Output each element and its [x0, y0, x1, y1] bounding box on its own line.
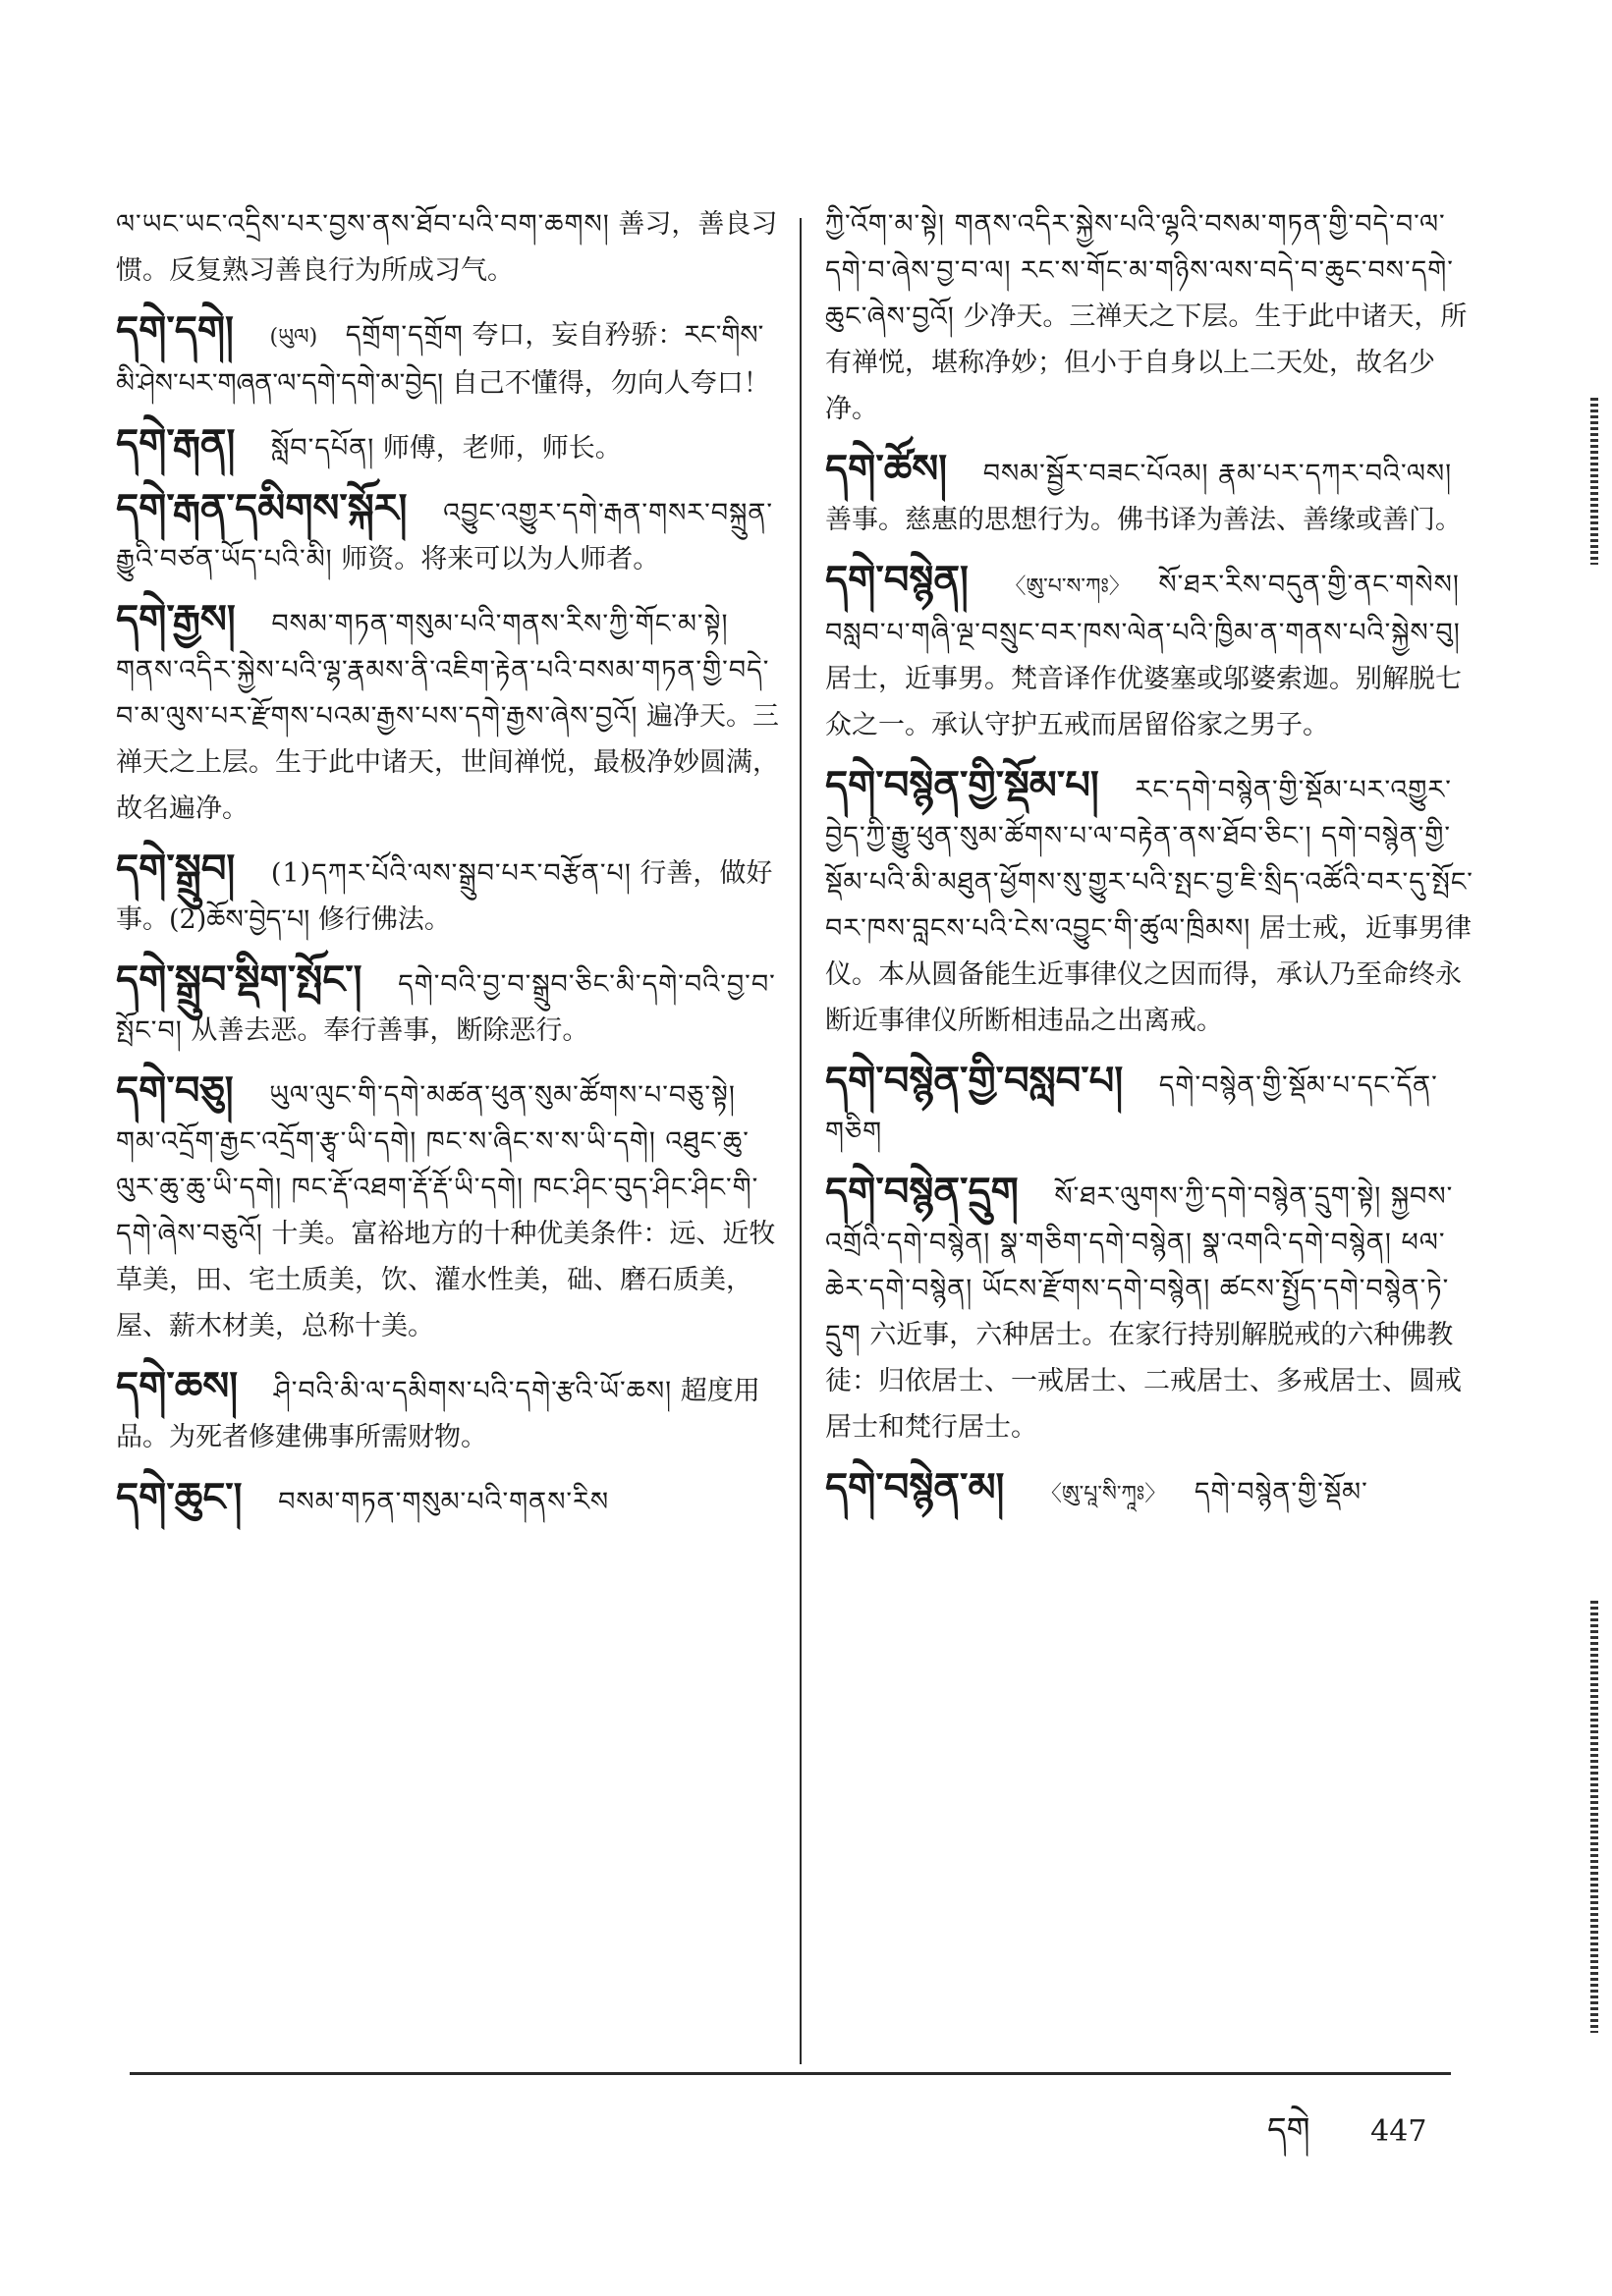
headword: དགེ་བསྙེན་དྲུག [825, 1169, 1019, 1215]
right-column [825, 201, 1473, 1531]
chinese-definition: 居士戒，近事男律仪。本从圆备能生近事律仪之因而得，承认乃至命终永断近事律仪所断相违品之出离戒。 [825, 913, 1472, 1036]
bottom-rule [130, 2072, 1451, 2075]
entry-subtitle: 〈ཨུ་པཱ་སི་ཀཱཿ〉 [1040, 1482, 1167, 1506]
left-column [116, 201, 784, 1539]
headword: དགེ་བསྙེན་གྱི་སྡོམ་པ། [825, 762, 1099, 808]
tibetan-definition: རང་དགེ་བསྙེན་གྱི་སྡོམ་པར་འགྱུར་བྱེད་ཀྱི་རྒྱུ་ཕུན་སུམ་ཚོགས་པ་ལ་བརྟེན་ནས་ཐོབ་ཅིང་། དགེ་བསྙེན་གྱི་སྡོམ་པའི་མི་མཐུན་ཕྱོགས་སུ་གྱུར་པའི་སྤང་བྱ་ཇི་སྲིད་འཚོའི་བར་དུ་སྤོང་བར་ཁས་བླངས་པའི་ངེས་འབྱུང་གི་ཚུལ་ཁྲིམས། [825, 775, 1473, 944]
tibetan-definition: ཀྱི་འོག་མ་སྟེ། གནས་འདིར་སྐྱེས་པའི་ལྷའི་བསམ་གཏན་གྱི་བདེ་བ་ལ་དགེ་བ་ཞེས་བྱ་བ་ལ། རང་ས་གོང་མ་གཉིས་ལས་བདེ་བ་ཆུང་བས་དགེ་ཆུང་ཞེས་བྱའོ། [825, 209, 1454, 332]
headword: དགེ་རྒྱས། [116, 596, 236, 642]
dictionary-entry [116, 1363, 784, 1460]
tibetan-definition: བསམ་གཏན་གསུམ་པའི་གནས་རིས [278, 1487, 610, 1517]
chinese-definition: 善事。慈惠的思想行为。佛书译为善法、善缘或善门。 [825, 505, 1462, 535]
page-footer [1267, 2092, 1426, 2186]
headword: དགེ་སྒྲུབ། [116, 846, 236, 892]
tibetan-definition: སོ་ཐར་རིས་བདུན་གྱི་ནང་གསེས། བསླབ་པ་གཞི་ལྔ་བསྲུང་བར་ཁས་ལེན་པའི་ཁྱིམ་ན་གནས་པའི་སྐྱེས་བུ། [825, 570, 1461, 648]
headword: དགེ་དགེ། [116, 307, 234, 354]
tibetan-definition: དགྲོག་དགྲོག [345, 320, 464, 351]
dictionary-entry [825, 1058, 1473, 1155]
dictionary-entry [116, 846, 784, 943]
entry-continuation [825, 201, 1473, 432]
dictionary-entry [116, 420, 784, 471]
chinese-definition: 善习，善良习惯。反复熟习善良行为所成习气。 [116, 209, 778, 286]
dictionary-entry [825, 762, 1473, 1044]
tibetan-definition: སློབ་དཔོན། [271, 433, 375, 464]
tibetan-definition: (1)དཀར་པོའི་ལས་སྒྲུབ་པར་བརྩོན་པ། [270, 858, 632, 889]
headword: དགེ་རྒན་དམིགས་སྐོར། [116, 485, 408, 531]
dictionary-entry [116, 1067, 784, 1349]
entry-subtitle: (ཡུལ) [269, 325, 318, 350]
chinese-definition: 少净天。三禅天之下层。生于此中诸天，所有禅悦，堪称净妙；但小于自身以上二天处，故名少净。 [825, 301, 1468, 424]
tibetan-definition: ཡུལ་ལུང་གི་དགེ་མཚན་ཕུན་སུམ་ཚོགས་པ་བཅུ་སྟེ། གམ་འདྲོག་རྒྱང་འདྲོག་རྩྭ་ཡི་དགེ། ཁང་ས་ཞིང་ས་ས་ཡི་དགེ། འཐུང་ཆུ་ལུར་ཆུ་ཆུ་ཡི་དགེ། ཁང་རྡོ་འཐག་རྡོ་རྡོ་ཡི་དགེ། ཁང་ཤིང་བུད་ཤིང་ཤིང་གི་དགེ་ཞེས་བཅུའོ། [116, 1080, 759, 1249]
headword: དགེ་རྒན། [116, 420, 236, 466]
tibetan-definition: ཤི་བའི་མི་ལ་དམིགས་པའི་དགེ་རྩའི་ཡོ་ཆས། [273, 1376, 673, 1406]
dictionary-entry [116, 596, 784, 832]
tibetan-definition: བསམ་སྦྱོར་བཟང་པོའམ། རྣམ་པར་དཀར་བའི་ལས། [982, 459, 1453, 489]
dictionary-entry [825, 557, 1473, 748]
dictionary-entry [825, 1464, 1473, 1517]
tibetan-definition: དགེ་བསྙེན་གྱི་སྡོམ་ [1194, 1477, 1368, 1507]
entry-continuation [116, 201, 784, 294]
tibetan-definition: དགེ་བའི་བྱ་བ་སྒྲུབ་ཅིང་མི་དགེ་བའི་བྱ་བ་སྤོང་བ། [116, 969, 776, 1046]
dictionary-entry [116, 1474, 784, 1525]
tibetan-definition: འབྱུང་འགྱུར་དགེ་རྒན་གསར་བསྐྲུན་རྒྱུའི་བཙན་ཡོད་པའི་མི། [116, 498, 774, 574]
chinese-definition: 超度用品。为死者修建佛事所需财物。 [116, 1376, 760, 1452]
tibetan-definition: ལ་ཡང་ཡང་འདྲིས་པར་བྱས་ནས་ཐོབ་པའི་བག་ཆགས། [116, 209, 610, 240]
headword: དགེ་བཅུ། [116, 1067, 234, 1114]
headword: དགེ་ཆས། [116, 1363, 239, 1409]
edge-thumb-mark [1590, 398, 1598, 565]
tibetan-definition: དགེ་བསྙེན་གྱི་སྡོམ་པ་དང་དོན་གཅིག [825, 1070, 1438, 1147]
chinese-definition: 居士，近事男。梵音译作优婆塞或邬婆索迦。别解脱七众之一。承认守护五戒而居留俗家之男子。 [825, 664, 1462, 740]
headword: དགེ་བསྙེན། [825, 557, 969, 603]
dictionary-entry [116, 957, 784, 1054]
entry-subtitle: 〈ཨུ་པ་ས་ཀཿ〉 [1004, 574, 1131, 599]
dictionary-entry [825, 1169, 1473, 1450]
headword: དགེ་བསྙེན་མ། [825, 1464, 1005, 1510]
chinese-definition: 师傅，老师，师长。 [382, 433, 622, 464]
chinese-definition: 六近事，六种居士。在家行持别解脱戒的六种佛教徒：归依居士、一戒居士、二戒居士、多戒居士、圆戒居士和梵行居士。 [825, 1320, 1462, 1443]
page-number: 447 [1370, 2114, 1427, 2149]
dictionary-entry [116, 485, 784, 582]
headword: དགེ་ཚོས། [825, 446, 948, 492]
column-divider [800, 218, 802, 2064]
chinese-definition: 夸口，妄自矜骄：རང་གིས་མི་ཤེས་པར་གཞན་ལ་དགེ་དགེ་མ་བྱེད། 自己不懂得，勿向人夸口！ [116, 320, 770, 399]
chinese-definition: 行善，做好事。(2)ཆོས་བྱེད་པ། 修行佛法。 [116, 858, 773, 935]
chinese-definition: 师资。将来可以为人师者。 [341, 544, 660, 574]
chinese-definition: 遍净天。三禅天之上层。生于此中诸天，世间禅悦，最极净妙圆满，故名遍净。 [116, 701, 779, 824]
headword: དགེ་སྒྲུབ་སྡིག་སྤོང་། [116, 957, 362, 1003]
dictionary-entry [116, 307, 784, 407]
tibetan-definition: བསམ་གཏན་གསུམ་པའི་གནས་རིས་ཀྱི་གོང་མ་སྟེ། གནས་འདིར་སྐྱེས་པའི་ལྷ་རྣམས་ནི་འཇིག་རྟེན་པའི་བསམ་གཏན་གྱི་བདེ་བ་མ་ལུས་པར་རྫོགས་པའམ་རྒྱས་པས་དགེ་རྒྱས་ཞེས་བྱའོ། [116, 609, 770, 732]
edge-thumb-mark [1590, 1601, 1598, 2033]
chinese-definition: 十美。富裕地方的十种优美条件：远、近牧草美，田、宅土质美，饮、灌水性美，础、磨石质美，屋、薪木材美，总称十美。 [116, 1219, 776, 1341]
chinese-definition: 从善去恶。奉行善事，断除恶行。 [191, 1015, 589, 1046]
headword: དགེ་ཆུང་། [116, 1474, 243, 1520]
tibetan-definition: སོ་ཐར་ལུགས་ཀྱི་དགེ་བསྙེན་དྲུག་སྟེ། སྐྱབས་འགྲོའི་དགེ་བསྙེན། སྣ་གཅིག་དགེ་བསྙེན། སྣ་འགའི་དགེ་བསྙེན། ཕལ་ཆེར་དགེ་བསྙེན། ཡོངས་རྫོགས་དགེ་བསྙེན། ཚངས་སྤྱོད་དགེ་བསྙེན་ཏེ་དྲུག [825, 1181, 1454, 1350]
footer-section-word: དགེ [1267, 2110, 1310, 2150]
headword: དགེ་བསྙེན་གྱི་བསླབ་པ། [825, 1058, 1124, 1104]
dictionary-entry [825, 446, 1473, 543]
